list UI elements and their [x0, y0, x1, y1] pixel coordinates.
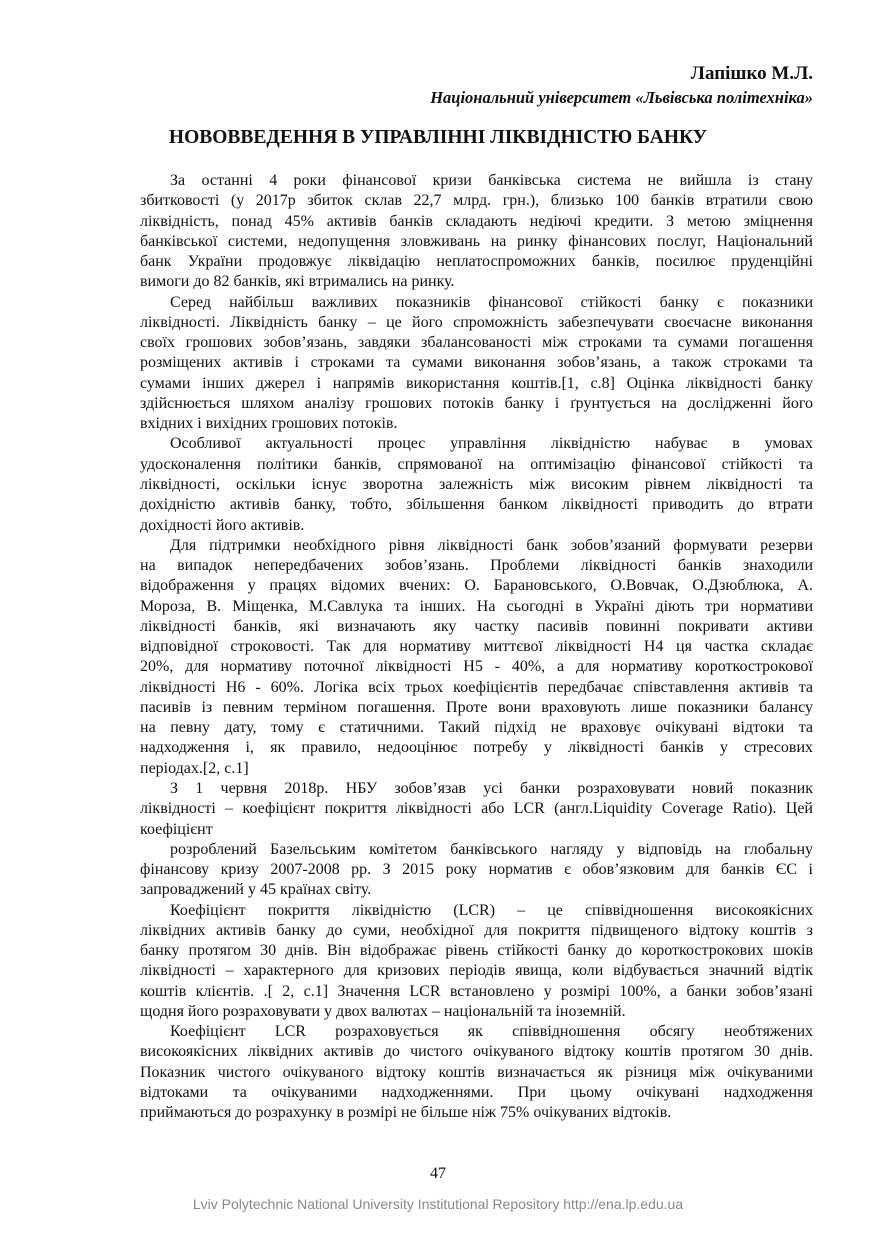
- paragraph: [140, 171, 813, 293]
- text-line: банку протягом 30 днів. Він відображає рівень стійкості банку до короткострокових шоків: [140, 942, 813, 960]
- text-line: ліквідності Н6 - 60%. Логіка всіх трьох коефіцієнтів передбачає співставлення активів та: [140, 678, 813, 696]
- text-line: удосконалення політики банків, спрямованої на оптимізацію фінансової стійкості та: [140, 455, 813, 473]
- text-line: Мороза, В. Міщенка, М.Савлука та інших. На сьогодні в Україні діють три нормативи: [140, 597, 813, 615]
- text-line: Коефіцієнт покриття ліквідністю (LCR) – це співвідношення високоякісних: [170, 901, 813, 919]
- text-line: коефіцієнт: [140, 820, 213, 838]
- text-line: ліквідності банків, які визначають яку частку пасивів повинні покривати активи: [140, 617, 813, 635]
- paragraph: [140, 840, 813, 901]
- text-line: періодах.[2, с.1]: [140, 759, 249, 777]
- text-line: розміщених активів і строками та сумами виконання зобов’язань, а також строками та: [140, 354, 813, 372]
- article-body: [140, 171, 813, 1123]
- text-line: запроваджений у 45 країнах світу.: [140, 881, 372, 899]
- text-line: на випадок непередбачених зобов’язань. Проблеми ліквідності банків знаходили: [140, 557, 813, 575]
- article-title: НОВОВВЕДЕННЯ В УПРАВЛІННІ ЛІКВІДНІСТЮ БАНКУ: [168, 127, 708, 148]
- text-line: своїх грошових зобов’язань, завдяки збалансованості між строками та сумами погашення: [140, 334, 813, 352]
- text-line: на певну дату, тому є статичними. Такий підхід не враховує очікувані відтоки та: [140, 719, 813, 737]
- paragraph: [140, 434, 813, 535]
- text-line: високоякісних ліквідних активів до чистого очікуваного відтоку коштів протягом 30 днів.: [140, 1043, 813, 1061]
- paragraph: [140, 1022, 813, 1123]
- text-line: пасивів із певним терміном погашення. Проте вони враховують лише показники балансу: [140, 698, 813, 716]
- text-line: Особливої актуальності процес управління ліквідністю набуває в умовах: [170, 435, 813, 453]
- text-line: Показник чистого очікуваного відтоку коштів визначається як різниця між очікуваними: [140, 1063, 813, 1081]
- paragraph: [140, 779, 813, 840]
- text-line: ліквідності. Ліквідність банку – це його спроможність забезпечувати своєчасне виконання: [140, 313, 813, 331]
- text-line: За останні 4 роки фінансової кризи банківська система не вийшла із стану: [170, 172, 813, 189]
- text-line: ліквідності – коефіцієнт покриття ліквідності або LCR (англ.Liquidity Coverage Ratio). Цей: [140, 800, 813, 818]
- text-line: банк України продовжує ліквідацію неплатоспроможних банків, посилює пруденційні: [140, 253, 813, 271]
- paragraph: [140, 536, 813, 779]
- text-line: дохідністю активів банку, тобто, збільшення банком ліквідності приводить до втрати: [140, 496, 813, 514]
- text-line: ліквідності – характерного для кризових періодів явища, коли відбувається значний відтік: [140, 962, 813, 980]
- author-name: Лапішко М.Л.: [690, 63, 813, 84]
- text-line: Серед найбільш важливих показників фінансової стійкості банку є показники: [170, 293, 813, 311]
- text-line: приймаються до розрахунку в розмірі не більше ніж 75% очікуваних відтоків.: [140, 1104, 672, 1122]
- text-line: Коефіцієнт LCR розраховується як співвідношення обсягу необтяжених: [170, 1023, 813, 1041]
- text-line: щодня його розраховувати у двох валютах – національній та іноземній.: [140, 1002, 626, 1020]
- text-line: збитковості (у 2017р збиток склав 22,7 млрд. грн.), близько 100 банків втратили свою: [140, 192, 813, 210]
- text-line: 20%, для нормативу поточної ліквідності Н5 - 40%, а для нормативу короткострокової: [140, 658, 813, 676]
- text-line: здійснюється шляхом аналізу грошових потоків банку і ґрунтується на дослідженні його: [140, 394, 813, 412]
- author-affiliation: Національний університет «Львівська політехніка»: [430, 88, 813, 107]
- text-line: ліквідності, оскільки існує зворотна залежність між високим рівнем ліквідності та: [140, 475, 813, 493]
- text-line: сумами інших джерел і напрямів використання коштів.[1, с.8] Оцінка ліквідності банку: [140, 374, 813, 392]
- text-line: фінансову кризу 2007-2008 рр. З 2015 року норматив є обов’язковим для банків ЄС і: [140, 861, 813, 879]
- text-line: вимоги до 82 банків, які втримались на ринку.: [140, 273, 455, 291]
- paragraph: [140, 293, 813, 435]
- text-line: З 1 червня 2018р. НБУ зобов’язав усі банки розраховувати новий показник: [170, 779, 813, 797]
- text-line: коштів клієнтів. .[ 2, с.1] Значення LCR встановлено у розмірі 100%, а банки зобов’язані: [140, 982, 813, 1000]
- repository-footer: Lviv Polytechnic National University Institutional Repository http://ena.lp.edu.ua: [192, 1196, 684, 1212]
- paragraph: [140, 901, 813, 1023]
- text-line: ліквідність, понад 45% активів банків складають недіючі кредити. З метою зміцнення: [140, 212, 813, 230]
- text-line: вхідних і вихідних грошових потоків.: [140, 415, 398, 433]
- text-line: дохідності його активів.: [140, 516, 305, 534]
- text-line: ліквідних активів банку до суми, необхідної для покриття підвищеного відтоку коштів з: [140, 921, 813, 939]
- text-line: надходження і, як правило, недооцінює потребу у ліквідності банків у стресових: [140, 739, 813, 757]
- text-line: розроблений Базельським комітетом банківського нагляду у відповідь на глобальну: [170, 840, 813, 858]
- text-line: відображення у працях відомих вчених: О. Барановського, О.Вовчак, О.Дзюблюка, А.: [140, 577, 813, 595]
- text-line: відповідної строковості. Так для нормативу миттєвої ліквідності Н4 ця частка складає: [140, 638, 813, 656]
- text-line: банківської системи, недопущення зловживань на ринку фінансових послуг, Національний: [140, 232, 813, 250]
- page-number: 47: [430, 1165, 446, 1182]
- text-line: Для підтримки необхідного рівня ліквідності банк зобов’язаний формувати резерви: [170, 536, 813, 554]
- text-line: відтоками та очікуваними надходженнями. При цьому очікувані надходження: [140, 1083, 813, 1101]
